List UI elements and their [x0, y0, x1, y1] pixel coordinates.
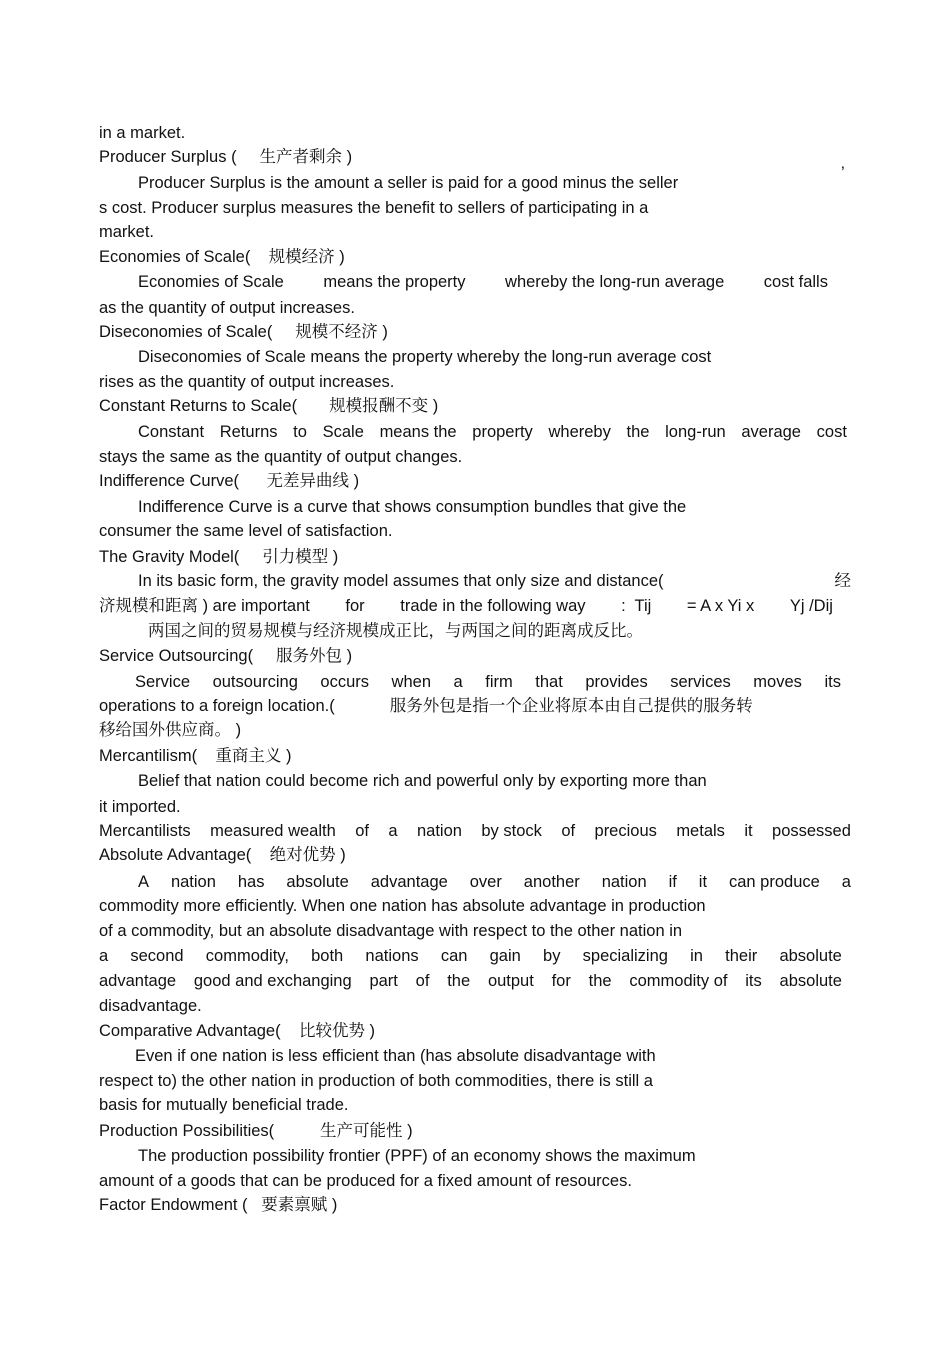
- word: metals: [676, 822, 725, 840]
- text-line: Even if one nation is less efficient than (has absolute disadvantage with: [135, 1047, 656, 1065]
- word: whereby: [548, 423, 611, 441]
- text-line: rises as the quantity of output increases.: [99, 373, 395, 391]
- term-heading: Factor Endowment ( 要素禀赋 ): [99, 1196, 338, 1214]
- word: firm: [485, 673, 513, 691]
- term-heading: Absolute Advantage( 绝对优势 ): [99, 846, 346, 864]
- word: a: [388, 822, 398, 840]
- text-line: disadvantage.: [99, 997, 202, 1015]
- word: both: [311, 947, 344, 965]
- text-line: Diseconomies of Scale means the property whereby the long-run average cost: [138, 348, 712, 366]
- text-line: [138, 871, 851, 893]
- word: specializing: [582, 947, 668, 965]
- word: Constant: [138, 423, 205, 441]
- word: if: [668, 873, 677, 891]
- term-heading: Mercantilism( 重商主义 ): [99, 747, 292, 765]
- word: absolute: [779, 972, 842, 990]
- word: can: [440, 947, 468, 965]
- word: occurs: [320, 673, 370, 691]
- word: to: [293, 423, 307, 441]
- word: it: [698, 873, 708, 891]
- term-heading: Economies of Scale( 规模经济 ): [99, 248, 345, 266]
- word: gain: [489, 947, 521, 965]
- word: services: [670, 673, 731, 691]
- word: can produce: [728, 873, 820, 891]
- word: advantage: [370, 873, 448, 891]
- word: when: [391, 673, 431, 691]
- word: 经: [834, 572, 851, 590]
- word: trade in the following way: [400, 597, 586, 615]
- word: commodity of: [629, 972, 728, 990]
- word: of: [355, 822, 369, 840]
- word: : Tij: [621, 597, 652, 615]
- text-line: of a commodity, but an absolute disadvantage with respect to the other nation in: [99, 922, 683, 940]
- word: average: [741, 423, 801, 441]
- word: in: [690, 947, 703, 965]
- word: = A x Yi x: [686, 597, 755, 615]
- text-line: Belief that nation could become rich and powerful only by exporting more than: [138, 772, 707, 790]
- stray-mark: ’: [841, 164, 845, 182]
- word: their: [725, 947, 758, 965]
- text-line: in a market.: [99, 124, 186, 142]
- term-heading: Diseconomies of Scale( 规模不经济 ): [99, 323, 388, 341]
- word: property: [472, 423, 533, 441]
- term-heading: Comparative Advantage( 比较优势 ): [99, 1022, 376, 1040]
- word: that: [535, 673, 563, 691]
- text-line: s cost. Producer surplus measures the benefit to sellers of participating in a: [99, 199, 649, 217]
- word: the: [447, 972, 471, 990]
- word: a: [841, 873, 851, 891]
- word: over: [469, 873, 502, 891]
- word: Scale: [322, 423, 364, 441]
- word: by stock: [481, 822, 542, 840]
- word: moves: [753, 673, 802, 691]
- text-line: amount of a goods that can be produced for a fixed amount of resources.: [99, 1172, 632, 1190]
- word: of: [415, 972, 430, 990]
- word: nations: [365, 947, 419, 965]
- term-heading: Constant Returns to Scale( 规模报酬不变 ): [99, 397, 439, 415]
- word: the: [626, 423, 650, 441]
- text-line: [99, 820, 851, 842]
- text-line: [99, 945, 842, 967]
- word: for: [345, 597, 365, 615]
- word: good and exchanging: [193, 972, 352, 990]
- text-line: [135, 671, 841, 693]
- word: a: [453, 673, 463, 691]
- text-line: The production possibility frontier (PPF) of an economy shows the maximum: [138, 1147, 696, 1165]
- word: its: [824, 673, 841, 691]
- word: the: [588, 972, 612, 990]
- text-line: stays the same as the quantity of output changes.: [99, 448, 463, 466]
- text-line: 两国之间的贸易规模与经济规模成正比，与两国之间的距离成反比。: [148, 622, 643, 640]
- word: cost: [816, 423, 847, 441]
- word: by: [543, 947, 561, 965]
- word: absolute: [286, 873, 349, 891]
- word: cost falls: [763, 273, 828, 291]
- text-line: market.: [99, 223, 155, 241]
- text-line: it imported.: [99, 798, 181, 816]
- word: means the property: [323, 273, 466, 291]
- word: Returns: [219, 423, 278, 441]
- term-heading: Indifference Curve( 无差异曲线 ): [99, 472, 360, 490]
- term-heading: Producer Surplus ( 生产者剩余 ): [99, 148, 353, 166]
- word: second: [130, 947, 184, 965]
- word: A: [138, 873, 150, 891]
- text-line: Producer Surplus is the amount a seller is paid for a good minus the seller: [138, 174, 679, 192]
- word: Yj /Dij: [789, 597, 833, 615]
- word: another: [523, 873, 580, 891]
- word: long-run: [665, 423, 726, 441]
- word: whereby the long-run average: [505, 273, 725, 291]
- word: provides: [585, 673, 648, 691]
- word: 济规模和距离 ) are important: [99, 597, 310, 615]
- text-line: basis for mutually beneficial trade.: [99, 1096, 349, 1114]
- text-line: commodity more efficiently. When one nation has absolute advantage in production: [99, 897, 706, 915]
- text-line: [99, 970, 842, 992]
- word: has: [237, 873, 265, 891]
- text-line: operations to a foreign location.( 服务外包是指一个企业将原本由自己提供的服务转: [99, 697, 753, 715]
- word: Service: [135, 673, 191, 691]
- word: commodity,: [205, 947, 289, 965]
- text-line: 移给国外供应商。 ): [99, 721, 242, 739]
- word: its: [745, 972, 762, 990]
- word: possessed: [772, 822, 851, 840]
- word: of: [561, 822, 576, 840]
- term-heading: The Gravity Model( 引力模型 ): [99, 548, 339, 566]
- text-line: as the quantity of output increases.: [99, 299, 355, 317]
- word: it: [744, 822, 753, 840]
- word: nation: [601, 873, 647, 891]
- word: for: [551, 972, 571, 990]
- term-heading: Production Possibilities( 生产可能性 ): [99, 1122, 413, 1140]
- word: Mercantilists: [99, 822, 191, 840]
- text-line: [138, 570, 851, 592]
- word: absolute: [779, 947, 842, 965]
- word: nation: [170, 873, 216, 891]
- word: measured wealth: [210, 822, 336, 840]
- word: output: [487, 972, 534, 990]
- term-heading: Service Outsourcing( 服务外包 ): [99, 647, 353, 665]
- word: means the: [379, 423, 457, 441]
- text-line: Indifference Curve is a curve that shows consumption bundles that give the: [138, 498, 687, 516]
- word: outsourcing: [212, 673, 298, 691]
- text-line: [99, 595, 833, 617]
- text-line: [138, 421, 847, 443]
- word: Economies of Scale: [138, 273, 284, 291]
- word: precious: [594, 822, 657, 840]
- word: a: [99, 947, 109, 965]
- word: advantage: [99, 972, 177, 990]
- text-line: respect to) the other nation in production of both commodities, there is still a: [99, 1072, 653, 1090]
- word: part: [369, 972, 398, 990]
- word: nation: [416, 822, 462, 840]
- text-line: [138, 271, 828, 293]
- word: In its basic form, the gravity model assumes that only size and distance(: [138, 572, 664, 590]
- text-line: consumer the same level of satisfaction.: [99, 522, 393, 540]
